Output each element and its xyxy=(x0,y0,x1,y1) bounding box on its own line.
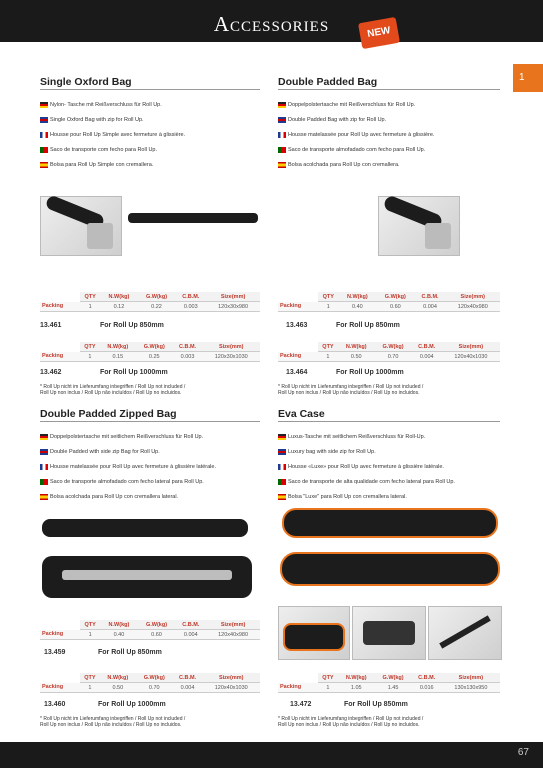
table-cell: Packing xyxy=(40,352,80,362)
note: * Roll Up nicht im Lieferumfang inbegriffen / Roll Up not included / Roll Up non inclus / Roll Up não incluídos / Roll Up no incluidos. xyxy=(278,716,424,728)
table-cell: QTY xyxy=(318,673,338,683)
product-photo xyxy=(352,606,426,660)
table-cell: 0.004 xyxy=(412,352,442,362)
spec-table xyxy=(40,673,260,693)
table-cell: C.B.M. xyxy=(175,620,206,630)
lang-line-es: Bolsa para Roll Up Simple con cremallera. xyxy=(40,160,185,170)
table-cell: C.B.M. xyxy=(412,342,442,352)
table-cell: Packing xyxy=(40,630,80,640)
uk-flag-icon xyxy=(278,117,286,123)
table-cell: 0.12 xyxy=(100,302,137,312)
table-cell: 1 xyxy=(80,630,100,640)
table-cell: 1 xyxy=(80,302,100,312)
product-photo xyxy=(428,606,502,660)
section-title: Double Padded Bag xyxy=(278,76,378,88)
table-cell: Size(mm) xyxy=(206,620,260,630)
section-title: Double Padded Zipped Bag xyxy=(40,408,177,420)
spanish-flag-icon xyxy=(278,162,286,168)
table-cell: Packing xyxy=(40,302,80,312)
table-cell: 0.40 xyxy=(339,302,377,312)
page-title: Accessories xyxy=(213,12,330,36)
table-cell: G.W(kg) xyxy=(136,342,173,352)
strap-detail-image xyxy=(439,615,490,648)
rollup-base-image xyxy=(425,223,451,249)
spanish-flag-icon xyxy=(40,494,48,500)
table-cell: 1 xyxy=(318,352,338,362)
product-desc: For Roll Up 1000mm xyxy=(336,369,404,376)
german-flag-icon xyxy=(278,434,286,440)
language-list xyxy=(40,100,185,170)
product-code: 13.463 xyxy=(286,322,308,329)
table-cell: 0.004 xyxy=(175,630,206,640)
spec-table xyxy=(278,342,500,362)
french-flag-icon xyxy=(278,464,286,470)
table-cell: G.W(kg) xyxy=(138,620,176,630)
table-cell: N.W(kg) xyxy=(100,673,136,683)
note: * Roll Up nicht im Lieferumfang inbegriffen / Roll Up not included / Roll Up non inclus / Roll Up não incluídos / Roll Up no incluidos. xyxy=(278,384,424,396)
table-cell: QTY xyxy=(80,292,100,302)
table-cell xyxy=(278,673,318,683)
lang-line-fr: Housse pour Roll Up Simple avec fermeture à glissière. xyxy=(40,130,185,140)
table-cell: QTY xyxy=(318,292,339,302)
table-cell xyxy=(278,292,318,302)
table-cell: 0.016 xyxy=(412,683,442,693)
product-photo xyxy=(278,606,350,660)
divider xyxy=(40,89,260,90)
table-cell: 1 xyxy=(80,352,100,362)
table-cell: G.W(kg) xyxy=(136,673,173,683)
table-cell: Size(mm) xyxy=(202,342,260,352)
table-cell: N.W(kg) xyxy=(338,673,375,683)
eva-case-image xyxy=(280,552,500,586)
table-cell: Size(mm) xyxy=(446,292,500,302)
table-cell xyxy=(40,342,80,352)
language-list: Doppelpolstertasche mit Reißverschluss für Roll Up. Double Padded Bag with zip for Roll Up. Housse matelassée pour Roll Up avec fermeture à glissière. Saco de transporte almofadado com fecho para Roll Up. Bolsa acolchada para Roll Up con cremallera. xyxy=(278,100,434,170)
product-code: 13.472 xyxy=(290,701,312,708)
table-cell: C.B.M. xyxy=(173,342,203,352)
product-desc: For Roll Up 850mm xyxy=(100,322,164,329)
table-cell: 1 xyxy=(318,683,338,693)
divider xyxy=(40,421,260,422)
table-cell: Packing xyxy=(40,683,80,693)
uk-flag-icon xyxy=(40,449,48,455)
table-cell: N.W(kg) xyxy=(338,342,375,352)
table-cell: 1 xyxy=(318,302,339,312)
language-list: Luxus-Tasche mit seitlichem Reißverschluss für Roll-Up. Luxury bag with side zip for Roll Up. Housse «Luxe» pour Roll Up avec fermeture à glissière latérale. Saco de transporte de alta qualidade com fecho lateral para Roll Up. Bolsa "Luxe" para Roll Up con cremallera lateral. xyxy=(278,432,455,502)
page-footer xyxy=(0,742,543,768)
portuguese-flag-icon xyxy=(40,147,48,153)
table-cell: 0.004 xyxy=(414,302,445,312)
table-cell: C.B.M. xyxy=(412,673,442,683)
table-cell: 1.45 xyxy=(375,683,412,693)
product-desc: For Roll Up 850mm xyxy=(336,322,400,329)
lang-line-de: Nylon- Tasche mit Reißverschluss für Roll Up. xyxy=(40,100,185,110)
table-cell: 120x40x1030 xyxy=(442,352,500,362)
rollup-base-image xyxy=(87,223,113,249)
table-cell: 0.60 xyxy=(376,302,414,312)
table-cell: 120x40x980 xyxy=(206,630,260,640)
eva-case-image xyxy=(283,623,345,651)
table-cell: 0.003 xyxy=(173,352,203,362)
german-flag-icon xyxy=(40,434,48,440)
table-cell: 0.004 xyxy=(173,683,203,693)
product-desc: For Roll Up 850mm xyxy=(344,701,408,708)
divider xyxy=(278,89,500,90)
spec-table xyxy=(40,620,260,640)
spanish-flag-icon xyxy=(40,162,48,168)
table-cell: QTY xyxy=(80,673,100,683)
table-cell xyxy=(40,673,80,683)
table-cell: 120x30x1030 xyxy=(202,352,260,362)
table-cell: 0.70 xyxy=(136,683,173,693)
table-cell: N.W(kg) xyxy=(100,342,136,352)
table-cell: 0.22 xyxy=(138,302,176,312)
table-cell: 120x40x980 xyxy=(446,302,500,312)
section-title: Single Oxford Bag xyxy=(40,76,132,88)
table-cell: Packing xyxy=(278,683,318,693)
product-code: 13.460 xyxy=(44,701,66,708)
bag-image xyxy=(42,519,248,537)
table-cell: G.W(kg) xyxy=(138,292,176,302)
page-number: 67 xyxy=(517,747,529,758)
table-cell: C.B.M. xyxy=(175,292,206,302)
portuguese-flag-icon xyxy=(278,479,286,485)
table-cell: 0.003 xyxy=(175,302,206,312)
lang-line-en: Single Oxford Bag with zip for Roll Up. xyxy=(40,115,185,125)
section-tab: 1 xyxy=(513,64,543,92)
uk-flag-icon xyxy=(278,449,286,455)
french-flag-icon xyxy=(278,132,286,138)
french-flag-icon xyxy=(40,132,48,138)
table-cell: G.W(kg) xyxy=(375,673,412,683)
table-cell: N.W(kg) xyxy=(100,292,137,302)
product-photo xyxy=(378,196,460,256)
table-cell: G.W(kg) xyxy=(375,342,412,352)
uk-flag-icon xyxy=(40,117,48,123)
lock-detail-image xyxy=(363,621,415,645)
product-code: 13.461 xyxy=(40,322,62,329)
french-flag-icon xyxy=(40,464,48,470)
product-photo xyxy=(40,196,122,256)
table-cell: 0.70 xyxy=(375,352,412,362)
table-cell: C.B.M. xyxy=(414,292,445,302)
table-cell: Size(mm) xyxy=(442,342,500,352)
table-cell: Packing xyxy=(278,302,318,312)
table-cell: 120x40x1030 xyxy=(202,683,260,693)
new-badge: NEW xyxy=(358,17,400,49)
german-flag-icon xyxy=(278,102,286,108)
table-cell: 0.60 xyxy=(138,630,176,640)
section-title: Eva Case xyxy=(278,408,325,420)
product-desc: For Roll Up 1000mm xyxy=(98,701,166,708)
spec-table xyxy=(278,292,500,312)
product-code: 13.462 xyxy=(40,369,62,376)
table-cell: 0.15 xyxy=(100,352,136,362)
bag-image xyxy=(128,213,258,223)
table-cell: 0.50 xyxy=(338,352,375,362)
spec-table xyxy=(40,342,260,362)
table-cell: QTY xyxy=(80,342,100,352)
spec-table xyxy=(278,673,500,693)
divider xyxy=(278,421,500,422)
lang-line-pt: Saco de transporte com fecho para Roll Up. xyxy=(40,145,185,155)
table-cell: QTY xyxy=(318,342,338,352)
table-cell: N.W(kg) xyxy=(100,620,137,630)
product-desc: For Roll Up 1000mm xyxy=(100,369,168,376)
product-desc: For Roll Up 850mm xyxy=(98,649,162,656)
table-cell: Packing xyxy=(278,352,318,362)
german-flag-icon xyxy=(40,102,48,108)
table-cell: 130x130x950 xyxy=(442,683,500,693)
table-cell: Size(mm) xyxy=(442,673,500,683)
table-cell: 1 xyxy=(80,683,100,693)
table-cell: C.B.M. xyxy=(173,673,203,683)
language-list: Doppelpolstertasche mit seitlichem Reißverschluss für Roll Up. Double Padded with side zip Bag for Roll Up. Housse matelassée pour Roll Up avec fermeture à glissière latérale. Saco de transporte almofadado com fecho lateral para Roll Up. Bolsa acolchada para Roll Up con cremallera lateral. xyxy=(40,432,216,502)
table-cell: 0.40 xyxy=(100,630,137,640)
table-cell: 1.05 xyxy=(338,683,375,693)
note: * Roll Up nicht im Lieferumfang inbegriffen / Roll Up not included / Roll Up non inclus / Roll Up não incluídos / Roll Up no incluidos. xyxy=(40,716,186,728)
table-cell: Size(mm) xyxy=(206,292,260,302)
spec-table xyxy=(40,292,260,312)
note: * Roll Up nicht im Lieferumfang inbegriffen / Roll Up not included / Roll Up non inclus / Roll Up não incluídos / Roll Up no incluidos. xyxy=(40,384,186,396)
table-cell: QTY xyxy=(80,620,100,630)
table-cell: Size(mm) xyxy=(202,673,260,683)
table-cell xyxy=(278,342,318,352)
portuguese-flag-icon xyxy=(278,147,286,153)
spanish-flag-icon xyxy=(278,494,286,500)
table-cell: 0.50 xyxy=(100,683,136,693)
table-cell: 120x30x980 xyxy=(206,302,260,312)
table-cell: G.W(kg) xyxy=(376,292,414,302)
bag-image-open xyxy=(42,556,252,598)
table-cell xyxy=(40,620,80,630)
table-cell: N.W(kg) xyxy=(339,292,377,302)
table-cell: 0.25 xyxy=(136,352,173,362)
portuguese-flag-icon xyxy=(40,479,48,485)
product-code: 13.459 xyxy=(44,649,66,656)
rollup-image xyxy=(62,570,232,580)
eva-case-image xyxy=(282,508,498,538)
product-code: 13.464 xyxy=(286,369,308,376)
table-cell xyxy=(40,292,80,302)
